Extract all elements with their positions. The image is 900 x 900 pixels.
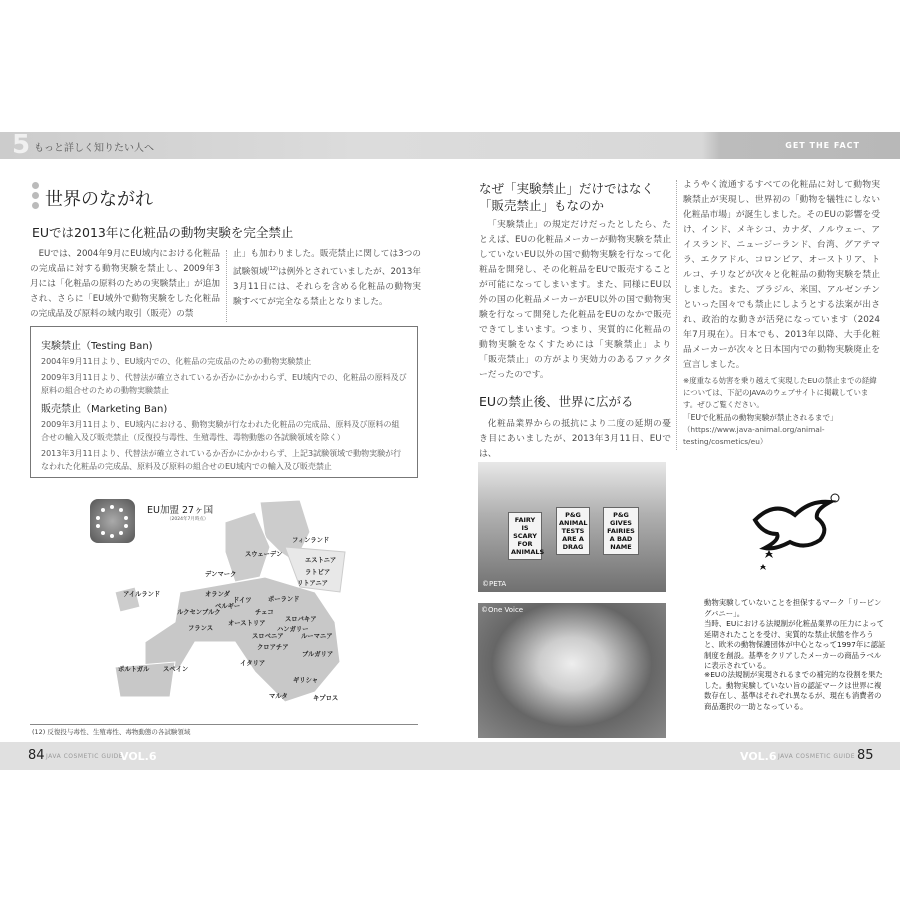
- website-url[interactable]: （https://www.java-animal.org/animal-testing/cosmetics/eu）: [683, 425, 825, 446]
- map-label: クロアチア: [257, 644, 289, 651]
- map-title: EU加盟 27ヶ国: [147, 505, 214, 516]
- map-label: マルタ: [269, 693, 288, 700]
- page-number-left: 84: [28, 748, 45, 763]
- map-label: ポーランド: [268, 596, 300, 603]
- map-label: ルーマニア: [301, 633, 333, 640]
- photo-credit: ©One Voice: [481, 606, 524, 614]
- map-label: エストニア: [305, 557, 337, 564]
- heading-spread-worldwide: EUの禁止後、世界に広がる: [479, 394, 634, 409]
- marketing-ban-heading: 販売禁止（Marketing Ban): [41, 404, 168, 415]
- spread-paragraph: 化粧品業界からの抵抗により二度の延期の憂き目にあいましたが、2013年3月11日、EUでは、: [479, 419, 671, 459]
- intro-paragraph-1: EUでは、2004年9月にEU域内における化粧品の完成品に対する動物実験を禁止し、2009年3月には「化粧品の原料のための実験禁止」が追加され、さらに「EU域外で動物実験をした化粧品の完成品及び原料の域内取引（販売）の禁: [30, 249, 220, 319]
- marketing-ban-item: 2009年3月11日より、EU域内における、動物実験が行なわれた化粧品の完成品、原料及び原料の組合せの輸入及び販売禁止（反復投与毒性、生殖毒性、毒物動態の各試験領域を除く）: [41, 420, 400, 442]
- guinea-pig-photo: [478, 603, 666, 738]
- footnote-ref: (12): [267, 266, 278, 272]
- protest-sign: FAIRY IS SCARY FOR ANIMALS: [508, 512, 542, 560]
- page-number-right: 85: [857, 748, 874, 763]
- section-number: 5: [12, 130, 31, 160]
- map-label: スロベニア: [252, 633, 284, 640]
- text: は例外とされていましたが、2013年3月11日には、それらを含める化粧品の動物実験すべてが完全なる禁止となりました。: [233, 266, 421, 307]
- volume-left: VOL.6: [120, 750, 157, 763]
- map-label: リトアニア: [297, 580, 328, 587]
- testing-ban-heading: 実験禁止（Testing Ban): [41, 341, 153, 352]
- photo-credit: ©PETA: [482, 580, 507, 588]
- get-the-fact-tag: GET THE FACT: [785, 141, 860, 150]
- subtitle-eu-ban: EUでは2013年に化粧品の動物実験を完全禁止: [32, 225, 294, 240]
- why-paragraph: 「実験禁止」の規定だけだったとしたら、たとえば、EUの化粧品メーカーが動物実験を禁止していないEU以外の国で動物実験を行なって化粧品を開発し、その化粧品をEUで販売することが可能になってしまいます。また、同様にEU以外の国の化粧品メーカーがEU以外の国で動物実験を行なって開発した化粧品をEUのなかで販売できてしまいます。つまり、実質的に化粧品の動物実験をなくすためには「実験禁止」より「販売禁止」の方がより実効力のあるファクターだったのです。: [479, 220, 671, 380]
- bunny-caption-1: 動物実験していないことを担保するマーク「リーピングバニー」。: [704, 598, 882, 618]
- eu-flag-icon: [90, 499, 135, 543]
- map-label: ギリシャ: [293, 677, 319, 684]
- marketing-ban-item: 2013年3月11日より、代替法が確立されているか否かにかかわらず、上記3試験領域で動物実験が行なわれた化粧品の完成品、原料及び原料の組合せのEU域内での輸入及び販売禁止: [41, 449, 402, 471]
- leaping-bunny-logo: [735, 490, 855, 580]
- map-label: スペイン: [163, 666, 189, 673]
- volume-right: VOL.6: [740, 750, 777, 763]
- map-label: ルクセンブルク: [177, 609, 221, 616]
- protest-photo: [478, 462, 666, 592]
- map-label: アイルランド: [123, 591, 161, 598]
- map-label: オーストリア: [228, 620, 266, 627]
- map-label: ラトビア: [305, 569, 331, 576]
- footnote: (12) 反復投与毒性、生殖毒性、毒物動態の各試験領域: [32, 728, 191, 736]
- protest-sign: P&G ANIMAL TESTS ARE A DRAG: [556, 507, 590, 555]
- section-title: もっと詳しく知りたい人へ: [34, 143, 154, 154]
- map-label: フィンランド: [292, 537, 330, 544]
- map-label: オランダ: [205, 591, 230, 598]
- text: 止」も加わりました。販売禁止に関しては3つの試験領域: [233, 249, 421, 277]
- footnote-divider: [30, 724, 418, 725]
- map-label: ポルトガル: [118, 666, 150, 673]
- map-label: ブルガリア: [302, 651, 334, 658]
- column-divider: [676, 180, 677, 450]
- eu-map: [85, 492, 365, 704]
- intro-paragraph-2: [233, 247, 421, 310]
- map-label: チェコ: [255, 609, 274, 616]
- column-divider: [226, 250, 227, 322]
- website-note: ※度重なる妨害を乗り越えて実現したEUの禁止までの経緯については、下記のJAVAのウェブサイトに掲載しています。ぜひご覧ください。: [683, 376, 877, 409]
- map-label: デンマーク: [205, 571, 237, 578]
- ban-summary-box: [30, 326, 418, 478]
- map-label: ベルギー: [215, 603, 241, 610]
- bunny-caption-3: ※EUの法規制が実現されるまでの補完的な役割を果たした。動物実験していない旨の認証マークは世界に複数存在し、基準はそれぞれ異なるが、現在も消費者の商品選択の一助となっている。: [704, 670, 883, 711]
- website-link-title[interactable]: 「EUで化粧品の動物実験が禁止されるまで」: [683, 413, 838, 422]
- section-header-band: [0, 132, 900, 159]
- map-label: キプロス: [313, 695, 339, 702]
- map-label: イタリア: [240, 660, 266, 667]
- map-label: ハンガリー: [277, 626, 309, 633]
- map-date: （2024年7月時点）: [167, 517, 209, 522]
- worldwide-paragraph: ようやく流通するすべての化粧品に対して動物実験禁止が実現し、世界初の「動物を犠牲にしない化粧品市場」が誕生しました。そのEUの影響を受け、インド、メキシコ、カナダ、ノルウェー、アイスランド、ニュージーランド、台湾、グアテマラ、エクアドル、コロンビア、オーストリア、トルコ、チリなどが次々と化粧品の動物実験を禁止しました。また、ブラジル、米国、アルゼンチンといった国々でも禁止にしようとする法案が出され、政治的な動きが活発になっています（2024 年7月現在）。日本でも、2013年以降、大手化粧品メーカーが次々と日本国内での動物実験廃止を宣言しました。: [683, 180, 880, 370]
- map-label: スロバキア: [285, 616, 317, 623]
- map-label: スウェーデン: [245, 551, 283, 558]
- testing-ban-item: 2009年3月11日より、代替法が確立されているか否かにかかわらず、EU域内での、化粧品の原料及び原料の組合せのための動物実験禁止: [41, 373, 407, 395]
- page-footer: [0, 742, 900, 770]
- guide-name-left: JAVA COSMETIC GUIDE: [46, 753, 124, 760]
- guide-name-right: JAVA COSMETIC GUIDE: [778, 753, 856, 760]
- map-label: フランス: [188, 625, 213, 632]
- page-title: 世界のながれ: [45, 189, 153, 210]
- bunny-caption-2: 当時、EUにおける法規制が化粧品業界の圧力によって延期されたことを受け、実質的な禁止状態を作ろうと、欧米の動物保護団体が中心となって1997年に認証制度を創設。基準をクリアしたメーカーの商品ラベルに表示されている。: [704, 619, 886, 670]
- protest-sign: P&G GIVES FAIRIES A BAD NAME: [603, 507, 639, 555]
- map-label: ドイツ: [233, 597, 252, 604]
- title-dots-icon: [32, 182, 39, 212]
- heading-why-marketing-ban: なぜ「実験禁止」だけではなく「販売禁止」もなのか: [479, 181, 655, 213]
- testing-ban-item: 2004年9月11日より、EU域内での、化粧品の完成品のための動物実験禁止: [41, 357, 312, 366]
